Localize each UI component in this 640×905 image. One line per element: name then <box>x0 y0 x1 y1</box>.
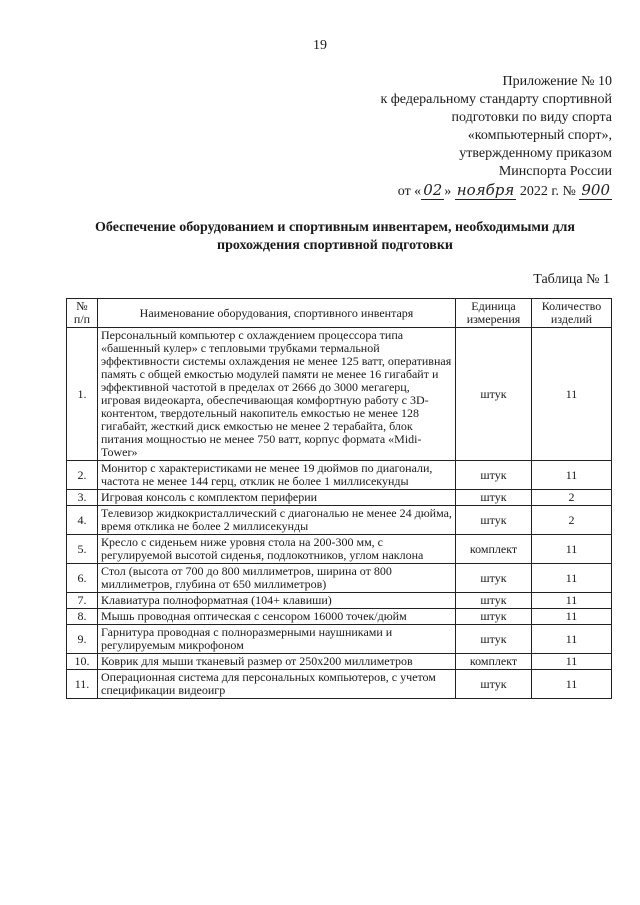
table-row <box>67 593 612 609</box>
row-name: Монитор с характеристиками не менее 19 дюймов по диагонали, частота не менее 144 герц, отклик не более 1 миллисекунды <box>98 461 456 490</box>
table-caption: Таблица № 1 <box>533 272 610 287</box>
row-unit: штук <box>456 328 532 461</box>
order-quote-close: » <box>444 184 452 199</box>
row-unit: штук <box>456 506 532 535</box>
row-quantity: 11 <box>532 593 612 609</box>
header-name: Наименование оборудования, спортивного инвентаря <box>98 299 456 328</box>
order-month: ноября <box>456 181 515 199</box>
row-unit: комплект <box>456 535 532 564</box>
row-name: Операционная система для персональных компьютеров, с учетом спецификации видеоигр <box>98 670 456 699</box>
row-unit: штук <box>456 625 532 654</box>
row-name: Мышь проводная оптическая с сенсором 16000 точек/дюйм <box>98 609 456 625</box>
row-quantity: 11 <box>532 564 612 593</box>
row-name: Персональный компьютер с охлаждением процессора типа «башенный кулер» с тепловыми трубками термальной эффективности системы охлаждения не менее 125 ватт, оперативная память с общей емкостью модулей памяти не менее 16 гигабайт и эффективной частотой в пределах от 2666 до 3000 мегагерц, игровая видеокарта, обеспечивающая комфортную работу с 3D-контентом, твердотельный накопитель емкостью не менее 128 гигабайт, жесткий диск емкостью не менее 2 терабайта, блок питания мощностью не менее 750 ватт, корпус формата «Midi-Tower» <box>98 328 456 461</box>
appendix-header <box>332 73 612 201</box>
appendix-line: к федеральному стандарту спортивной <box>380 92 612 107</box>
header-quantity: Количество изделий <box>532 299 612 328</box>
row-unit: штук <box>456 461 532 490</box>
row-name: Клавиатура полноформатная (104+ клавиши) <box>98 593 456 609</box>
row-unit: штук <box>456 593 532 609</box>
row-number: 6. <box>67 564 98 593</box>
row-quantity: 11 <box>532 535 612 564</box>
page-number: 19 <box>313 38 327 53</box>
table-row <box>67 625 612 654</box>
order-prefix: от « <box>397 184 422 199</box>
table-row <box>67 609 612 625</box>
row-number: 1. <box>67 328 98 461</box>
appendix-line: утвержденному приказом <box>459 146 612 161</box>
header-number: № п/п <box>67 299 98 328</box>
row-unit: штук <box>456 609 532 625</box>
row-name: Игровая консоль с комплектом периферии <box>98 490 456 506</box>
table-row <box>67 328 612 461</box>
row-unit: штук <box>456 564 532 593</box>
table-row <box>67 670 612 699</box>
row-unit: комплект <box>456 654 532 670</box>
row-quantity: 11 <box>532 609 612 625</box>
document-title: Обеспечение оборудованием и спортивным инвентарем, необходимыми для прохождения спортивной подготовки <box>95 220 575 253</box>
row-quantity: 2 <box>532 490 612 506</box>
row-name: Кресло с сиденьем ниже уровня стола на 200-300 мм, с регулируемой высотой сиденья, подлокотников, углом наклона <box>98 535 456 564</box>
appendix-line: «компьютерный спорт», <box>467 128 612 143</box>
table-row <box>67 506 612 535</box>
appendix-line: Приложение № 10 <box>502 74 612 89</box>
row-number: 3. <box>67 490 98 506</box>
row-quantity: 11 <box>532 654 612 670</box>
row-quantity: 11 <box>532 625 612 654</box>
row-number: 2. <box>67 461 98 490</box>
row-number: 7. <box>67 593 98 609</box>
appendix-line: подготовки по виду спорта <box>451 110 612 125</box>
table-row <box>67 564 612 593</box>
equipment-table <box>66 298 612 699</box>
row-quantity: 11 <box>532 461 612 490</box>
appendix-line: Минспорта России <box>498 164 612 179</box>
order-day: 02 <box>423 181 443 199</box>
row-name: Телевизор жидкокристаллический с диагональю не менее 24 дюйма, время отклика не более 2 миллисекунды <box>98 506 456 535</box>
row-name: Коврик для мыши тканевый размер от 250x200 миллиметров <box>98 654 456 670</box>
order-line <box>332 181 612 201</box>
order-year: 2022 г. № <box>519 184 576 199</box>
row-number: 8. <box>67 609 98 625</box>
row-number: 11. <box>67 670 98 699</box>
table-header-row <box>67 299 612 328</box>
row-number: 5. <box>67 535 98 564</box>
row-unit: штук <box>456 490 532 506</box>
row-name: Стол (высота от 700 до 800 миллиметров, ширина от 800 миллиметров, глубина от 650 миллиметров) <box>98 564 456 593</box>
row-name: Гарнитура проводная с полноразмерными наушниками и регулируемым микрофоном <box>98 625 456 654</box>
row-unit: штук <box>456 670 532 699</box>
row-quantity: 11 <box>532 670 612 699</box>
row-quantity: 2 <box>532 506 612 535</box>
row-number: 9. <box>67 625 98 654</box>
table-row <box>67 490 612 506</box>
header-unit: Единица измерения <box>456 299 532 328</box>
row-number: 10. <box>67 654 98 670</box>
order-number: 900 <box>581 181 610 199</box>
table-row <box>67 654 612 670</box>
row-quantity: 11 <box>532 328 612 461</box>
table-row <box>67 535 612 564</box>
row-number: 4. <box>67 506 98 535</box>
table-row <box>67 461 612 490</box>
